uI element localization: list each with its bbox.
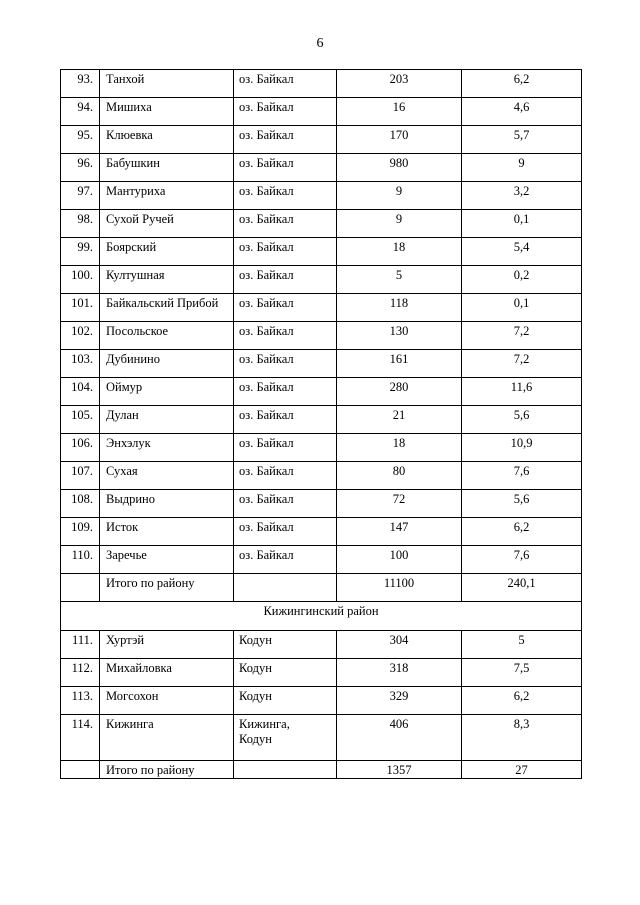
value-col-5: 5,6 [462,490,582,518]
row-number: 114. [61,715,100,761]
table-row [61,490,582,518]
value-col-5: 0,1 [462,294,582,322]
value-col-4: 9 [337,182,462,210]
value-col-5: 6,2 [462,687,582,715]
water-source [234,715,337,761]
value-col-5: 7,6 [462,546,582,574]
water-source-empty [234,574,337,602]
value-col-4: 5 [337,266,462,294]
table-row [61,266,582,294]
value-col-5: 11,6 [462,378,582,406]
value-col-4: 318 [337,659,462,687]
value-col-5: 7,2 [462,322,582,350]
value-col-4: 304 [337,631,462,659]
settlement-name: Мишиха [100,98,234,126]
district-title: Кижингинский район [61,602,582,631]
water-source: оз. Байкал [234,322,337,350]
value-col-5: 9 [462,154,582,182]
water-source: оз. Байкал [234,98,337,126]
settlement-name: Байкальский Прибой [100,294,234,322]
table-row [61,434,582,462]
water-source: оз. Байкал [234,154,337,182]
table-row [61,462,582,490]
data-table [60,69,582,779]
water-source: оз. Байкал [234,350,337,378]
table-row [61,322,582,350]
row-number: 109. [61,518,100,546]
settlement-name: Заречье [100,546,234,574]
value-col-4: 170 [337,126,462,154]
total-row [61,761,582,779]
settlement-name: Хуртэй [100,631,234,659]
settlement-name: Дубинино [100,350,234,378]
row-number: 101. [61,294,100,322]
settlement-name: Клюевка [100,126,234,154]
table-row [61,378,582,406]
value-col-5: 3,2 [462,182,582,210]
value-col-4: 203 [337,70,462,98]
value-col-5: 10,9 [462,434,582,462]
water-source: оз. Байкал [234,378,337,406]
settlement-name: Сухой Ручей [100,210,234,238]
water-source: оз. Байкал [234,70,337,98]
water-source: оз. Байкал [234,546,337,574]
page-number: 6 [316,36,324,51]
table-row [61,70,582,98]
value-col-5: 5,6 [462,406,582,434]
value-col-5: 0,1 [462,210,582,238]
value-col-4: 18 [337,434,462,462]
value-col-4: 329 [337,687,462,715]
settlement-name: Могсохон [100,687,234,715]
settlement-name: Энхэлук [100,434,234,462]
table-row [61,350,582,378]
table-row [61,238,582,266]
water-source: оз. Байкал [234,210,337,238]
settlement-name: Оймур [100,378,234,406]
water-source-line-2: Кодун [239,732,272,746]
settlement-name: Выдрино [100,490,234,518]
value-col-4: 280 [337,378,462,406]
water-source: оз. Байкал [234,294,337,322]
total-value-col-5: 27 [462,761,582,779]
value-col-4: 72 [337,490,462,518]
value-col-5: 7,6 [462,462,582,490]
value-col-4: 130 [337,322,462,350]
table-row [61,154,582,182]
total-value-col-4: 11100 [337,574,462,602]
value-col-4: 9 [337,210,462,238]
table-row [61,126,582,154]
value-col-5: 6,2 [462,70,582,98]
settlement-name: Мантуриха [100,182,234,210]
value-col-5: 8,3 [462,715,582,761]
value-col-5: 5,4 [462,238,582,266]
water-source: Кодун [234,631,337,659]
value-col-4: 16 [337,98,462,126]
settlement-name: Посольское [100,322,234,350]
value-col-4: 80 [337,462,462,490]
total-label: Итого по району [100,574,234,602]
row-number: 108. [61,490,100,518]
settlement-name: Михайловка [100,659,234,687]
row-number: 95. [61,126,100,154]
total-value-col-4: 1357 [337,761,462,779]
row-number: 94. [61,98,100,126]
row-number: 104. [61,378,100,406]
settlement-name: Исток [100,518,234,546]
row-number: 110. [61,546,100,574]
table-row [61,98,582,126]
value-col-4: 147 [337,518,462,546]
settlement-name: Боярский [100,238,234,266]
total-label: Итого по району [100,761,234,779]
row-number: 103. [61,350,100,378]
row-number-empty [61,574,100,602]
settlement-name: Бабушкин [100,154,234,182]
value-col-4: 980 [337,154,462,182]
value-col-5: 7,2 [462,350,582,378]
water-source: оз. Байкал [234,490,337,518]
table-row [61,406,582,434]
water-source: Кодун [234,659,337,687]
water-source: Кодун [234,687,337,715]
row-number: 107. [61,462,100,490]
row-number: 111. [61,631,100,659]
water-source: оз. Байкал [234,182,337,210]
total-row [61,574,582,602]
water-source: оз. Байкал [234,434,337,462]
value-col-5: 7,5 [462,659,582,687]
row-number: 100. [61,266,100,294]
table-row [61,210,582,238]
settlement-name: Култушная [100,266,234,294]
row-number: 106. [61,434,100,462]
water-source: оз. Байкал [234,406,337,434]
settlement-name: Сухая [100,462,234,490]
value-col-5: 4,6 [462,98,582,126]
row-number: 96. [61,154,100,182]
table-row [61,687,582,715]
table-row [61,715,582,761]
value-col-4: 100 [337,546,462,574]
settlement-name: Дулан [100,406,234,434]
settlement-name: Танхой [100,70,234,98]
row-number: 93. [61,70,100,98]
water-source-empty [234,761,337,779]
row-number: 105. [61,406,100,434]
table-row [61,294,582,322]
row-number: 99. [61,238,100,266]
value-col-4: 21 [337,406,462,434]
water-source-line-1: Кижинга, [239,717,290,731]
value-col-5: 0,2 [462,266,582,294]
value-col-5: 5,7 [462,126,582,154]
row-number-empty [61,761,100,779]
table-row [61,546,582,574]
district-header-row [61,602,582,631]
settlement-name: Кижинга [100,715,234,761]
total-value-col-5: 240,1 [462,574,582,602]
row-number: 97. [61,182,100,210]
value-col-4: 161 [337,350,462,378]
water-source: оз. Байкал [234,266,337,294]
row-number: 113. [61,687,100,715]
row-number: 98. [61,210,100,238]
table-row [61,631,582,659]
table-row [61,182,582,210]
row-number: 102. [61,322,100,350]
water-source: оз. Байкал [234,462,337,490]
value-col-5: 6,2 [462,518,582,546]
value-col-5: 5 [462,631,582,659]
water-source: оз. Байкал [234,518,337,546]
value-col-4: 406 [337,715,462,761]
water-source: оз. Байкал [234,126,337,154]
value-col-4: 18 [337,238,462,266]
value-col-4: 118 [337,294,462,322]
table-row [61,518,582,546]
row-number: 112. [61,659,100,687]
water-source: оз. Байкал [234,238,337,266]
table-row [61,659,582,687]
